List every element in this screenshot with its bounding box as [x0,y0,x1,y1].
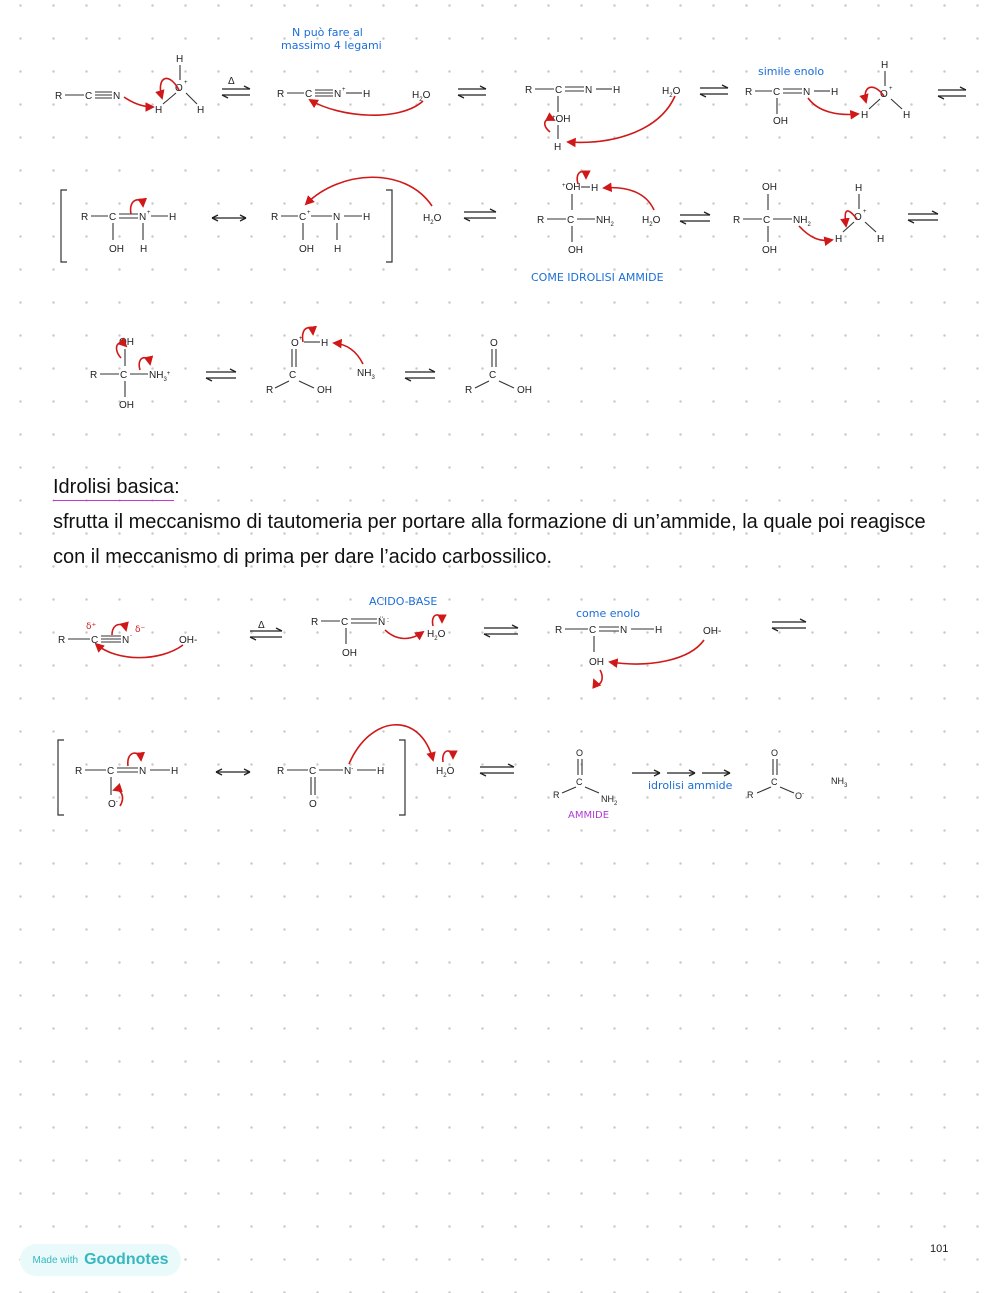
equilibrium-arrow-11 [484,625,518,637]
svg-text:H: H [903,110,911,121]
svg-text:O: O [576,748,584,758]
iminium-structure [81,210,176,255]
svg-text:H: H [554,142,562,153]
svg-text:OH: OH [342,648,357,659]
svg-text:R: R [277,89,285,100]
equilibrium-arrow-5 [464,209,496,221]
svg-text:OH: OH [589,657,604,668]
svg-text:H: H [655,625,663,636]
svg-text:N̈: N̈ [378,617,386,628]
svg-text:O: O [309,799,317,810]
imidic-acid-basic-structure [555,625,721,668]
svg-text:C: C [299,212,307,223]
svg-text:+: + [889,86,893,92]
ammonium-intermediate-structure [90,337,171,411]
note-amide-hydrolysis: idrolisi ammide [648,779,733,792]
svg-text:+: + [863,209,867,215]
svg-text:H: H [877,234,885,245]
svg-text:NH3+: $NH_3^+$ [149,370,171,383]
note-acid-base: ACIDO-BASE [369,595,438,608]
equilibrium-arrow-3 [700,85,728,97]
svg-text:NH2: $NH_2$ [793,215,811,228]
svg-text:H: H [171,766,179,777]
svg-text:O: O [291,338,299,349]
svg-text:H: H [334,244,342,255]
equilibrium-arrow-6 [680,212,710,224]
equilibrium-arrow-13 [480,764,514,776]
arrow-oh-bond-basic [433,615,442,626]
resonance-bracket-right [386,190,392,262]
svg-text:H: H [835,234,843,245]
water-molecule-2 [423,213,442,226]
svg-text:C: C [489,370,497,381]
page-number: 101 [930,1243,949,1255]
svg-text:N: N [122,635,130,646]
arrow-water-deprotonates [568,96,675,142]
arrow-n-protonation [808,98,858,114]
svg-text:O: O [490,338,498,349]
nitrile-structure [55,91,120,102]
svg-text:OH: OH [299,244,314,255]
svg-text:H2O: $H_2O$ [427,629,446,642]
water-molecule-basic-2 [436,766,455,779]
nitrile-basic-structure [58,633,197,646]
amide-anion-structure [277,766,384,810]
svg-text:H: H [176,54,184,65]
svg-text:N: N [585,85,593,96]
svg-text:N: N [113,91,121,102]
svg-text:OH: OH [119,400,134,411]
arrow-water-to-carbocation [306,177,432,206]
protonated-diol-amine-structure [537,182,661,256]
equilibrium-arrow-4 [938,87,966,99]
arrow-pi-to-n-basic [112,625,126,635]
arrow-nh3-takes-h [334,343,363,364]
arrow-water-attack [310,100,423,115]
svg-text:C: C [589,625,597,636]
svg-text:H: H [613,85,621,96]
resonance-bracket-left [61,190,67,262]
carboxylate-structure [747,748,848,801]
svg-text:H: H [855,183,863,194]
note-like-enol: come enolo [576,607,641,620]
svg-text:+: + [147,210,151,216]
svg-text:H: H [197,105,205,116]
arrow-leaving-nh3 [139,358,150,370]
svg-text:+OH: +OH [552,114,571,125]
svg-text:C: C [341,617,349,628]
svg-text:OH: OH [517,385,532,396]
svg-text:H: H [140,244,148,255]
svg-text:OH: OH [773,116,788,127]
made-with-goodnotes-badge[interactable] [20,1244,181,1276]
amide-structure [553,748,618,807]
svg-text:H2O: $H_2O$ [436,766,455,779]
label-amide: AMMIDE [568,810,610,821]
svg-text:H: H [169,212,177,223]
resonance-arrow-1 [212,215,246,221]
svg-text:N: N [139,766,147,777]
svg-text:H: H [321,338,329,349]
note-nitrogen-bonds-1: N può fare al [292,26,363,39]
svg-text:R: R [55,91,63,102]
svg-text:R: R [555,625,563,636]
diol-amine-structure [733,182,884,256]
svg-text:H: H [881,60,889,71]
basic-hydrolysis-text [53,470,953,575]
svg-text:H: H [831,87,839,98]
svg-text:OH: OH [762,245,777,256]
arrow-n-takes-h-2 [349,725,433,764]
note-like-amide-hydrolysis: COME IDROLISI AMMIDE [531,271,664,284]
svg-text:C: C [771,777,778,787]
svg-text:OH: OH [568,245,583,256]
imidate-anion-structure [311,615,446,659]
svg-text:O: O [771,748,779,758]
resonance-bracket-right-2 [399,740,405,815]
note-similar-enol: simile enolo [758,65,825,78]
svg-text:+: + [307,210,311,216]
svg-text:R: R [537,215,545,226]
svg-text:H2O: $H_2O$ [662,86,681,99]
svg-text:C: C [305,89,313,100]
acid-hydrolysis-scheme [0,0,1000,420]
svg-text:R: R [58,635,66,646]
arrow-hydroxide-deprotonates [610,640,704,664]
svg-text:δ⁻: δ⁻ [135,625,146,635]
svg-text:OH-: OH- [179,635,198,646]
equilibrium-arrow-7 [908,211,938,223]
svg-text:C: C [289,370,297,381]
svg-text:Δ: Δ [228,76,235,87]
svg-text:NH3: $NH_3$ [831,776,848,789]
equilibrium-arrow-12 [772,619,806,631]
svg-text:C: C [85,91,93,102]
svg-text:O: O [175,83,183,94]
svg-text:-: - [130,633,132,639]
svg-text:R: R [553,790,560,800]
svg-text:H: H [861,110,869,121]
svg-text:C: C [91,635,99,646]
svg-text::: : [387,617,389,624]
svg-text:OH: OH [119,337,134,348]
svg-text:NH3: $NH_3$ [357,368,375,381]
carbocation-structure [271,210,370,255]
arrow-nh2-protonation [799,226,832,240]
svg-text:H2O: $H_2O$ [412,90,431,103]
svg-text:N: N [333,212,341,223]
svg-text:+OH: +OH [562,182,581,193]
svg-text:R: R [745,87,753,98]
svg-text:O: O [854,212,862,223]
equilibrium-arrow-9 [405,369,435,381]
svg-text:N-: N- [344,766,354,777]
note-nitrogen-bonds-2: massimo 4 legami [281,39,382,52]
basic-hydrolysis-scheme [0,580,1000,840]
arrow-oh-bond-3 [303,328,313,342]
arrow-oh-lone-pair [594,670,602,684]
svg-text:OH: OH [317,385,332,396]
equilibrium-arrow-2 [458,86,486,98]
svg-text:O-: O- [795,791,805,801]
svg-text:δ⁺: δ⁺ [86,622,97,632]
svg-text:R: R [525,85,533,96]
svg-text:C: C [109,212,117,223]
carboxylic-acid-structure [465,338,532,396]
svg-text:R: R [747,790,754,800]
svg-text:+: + [299,336,303,342]
svg-text:Δ: Δ [258,620,265,631]
svg-text:R: R [733,215,741,226]
nitrilium-structure [277,87,431,103]
badge-made-with: Made with [32,1254,79,1266]
resonance-bracket-left-2 [58,740,64,815]
equilibrium-arrow-1 [222,86,250,98]
arrow-n-takes-h [385,630,423,639]
svg-text:O: O [880,89,888,100]
svg-text:OH-: OH- [703,626,722,637]
svg-text:+: + [184,80,188,86]
equilibrium-arrow-8 [206,369,236,381]
hydronium-structure [155,54,204,116]
svg-text:H: H [363,212,371,223]
heading-basic-hydrolysis: Idrolisi basica [53,476,174,498]
heading-colon: : [174,476,180,498]
svg-text:H: H [155,105,163,116]
svg-text:NH2: $NH_2$ [596,215,614,228]
svg-text:C: C [309,766,317,777]
svg-text:NH2: $NH_2$ [601,794,618,807]
svg-text:+: + [342,87,346,93]
heading-underline [53,500,174,502]
svg-text:H: H [377,766,385,777]
svg-text:N: N [334,89,342,100]
badge-goodnotes-logo: Goodnotes [84,1251,169,1268]
svg-text:H: H [363,89,371,100]
arrow-water-takes-h [604,188,654,210]
arrow-n-to-h [124,97,153,107]
svg-text:C: C [576,777,583,787]
svg-text:R: R [90,370,98,381]
svg-text:H: H [591,183,599,194]
svg-text:R: R [81,212,89,223]
svg-text:H2O: $H_2O$ [642,215,661,228]
alkoxide-imine-structure [75,766,178,810]
svg-text:O-: O- [108,799,118,810]
svg-text:C: C [567,215,575,226]
svg-text:R: R [311,617,319,628]
equilibrium-arrow-10 [250,628,282,640]
svg-text:N: N [803,87,811,98]
svg-text:OH: OH [762,182,777,193]
svg-text:R: R [277,766,285,777]
svg-text:C: C [555,85,563,96]
arrow-pi-to-n-2 [128,753,141,766]
svg-text:R: R [271,212,279,223]
svg-text:N: N [139,212,147,223]
description-paragraph: sfrutta il meccanismo di tautomeria per portare alla formazione di un’ammide, la quale poi reagisce con il meccanismo di prima per dare l’acido carbossilico. [53,511,926,568]
resonance-arrow-2 [216,769,250,775]
svg-text:R: R [75,766,83,777]
svg-text:H2O: $H_2O$ [423,213,442,226]
svg-text:N: N [620,625,628,636]
svg-text:C: C [107,766,115,777]
svg-text:R: R [266,385,274,396]
svg-text:C: C [763,215,771,226]
svg-text:R: R [465,385,473,396]
svg-text:C: C [773,87,781,98]
svg-text:C: C [120,370,128,381]
protonated-acid-structure [266,336,375,396]
svg-text:OH: OH [109,244,124,255]
hydrolysis-arrows [632,770,730,776]
arrow-oh-bond-basic-2 [443,751,453,762]
arrow-hydroxide-attack [96,644,183,658]
